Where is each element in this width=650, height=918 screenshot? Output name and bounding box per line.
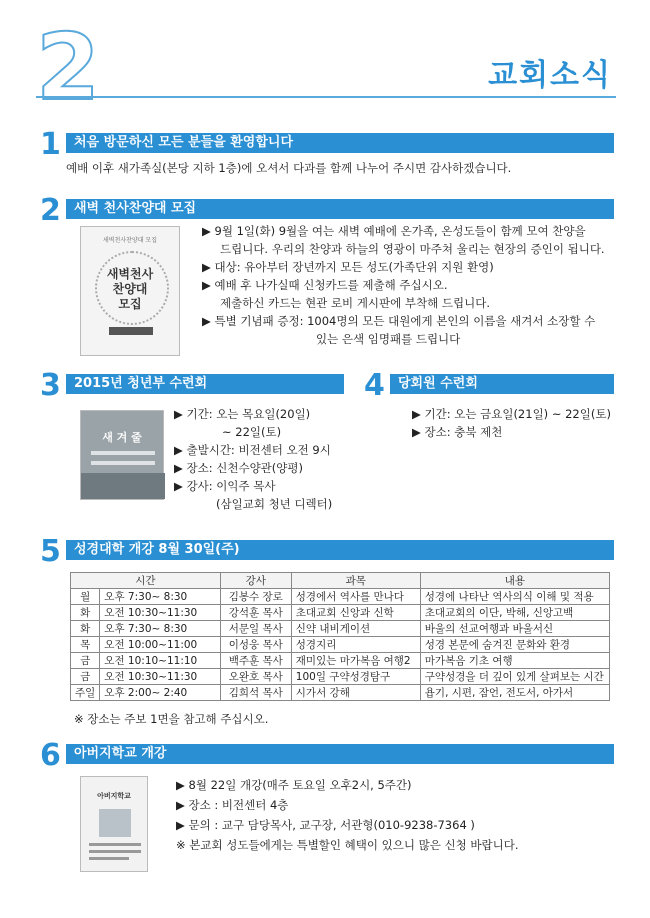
section-3-line: (삼일교회 청년 디렉터) [216, 497, 333, 511]
section-3-number: 3 [40, 368, 61, 403]
cell-lecturer: 김희석 목사 [220, 685, 291, 701]
section-2-line: 제출하신 카드는 현관 로비 게시판에 부착해 드립니다. [220, 296, 490, 310]
schedule-note: ※ 장소는 주보 1면을 참고해 주십시오. [74, 712, 269, 726]
section-4-line: ▶ 장소: 충북 제천 [412, 425, 503, 439]
choir-poster [80, 226, 180, 356]
youth-poster-title: 새 겨 줄 [102, 431, 142, 444]
header-lecturer: 강사 [220, 573, 291, 589]
section-6-line: ▶ 장소 : 비전센터 4층 [176, 798, 289, 812]
header-subject: 과목 [291, 573, 420, 589]
father-poster-title: 아버지학교 [97, 792, 131, 800]
cell-day: 금 [71, 653, 100, 669]
table-row [71, 653, 610, 669]
cell-time: 오전 10:30~11:30 [100, 669, 220, 685]
section-page-number: 2 [36, 14, 101, 121]
choir-poster-line1: 새벽천사 [106, 267, 154, 281]
choir-poster-line2: 찬양대 [112, 282, 148, 296]
section-4-number: 4 [364, 368, 385, 403]
cell-time: 오후 2:00~ 2:40 [100, 685, 220, 701]
section-1-number: 1 [40, 127, 61, 162]
section-4-title: 당회원 수련회 [390, 374, 614, 394]
section-5-title: 성경대학 개강 8월 30일(주) [66, 540, 614, 560]
choir-poster-line3: 모집 [118, 297, 142, 311]
section-5-number: 5 [40, 534, 61, 569]
section-4-line: ▶ 기간: 오는 금요일(21일) ~ 22일(토) [412, 407, 611, 421]
section-2-line: ▶ 특별 기념패 증정: 1004명의 모든 대원에게 본인의 이름을 새겨서 소장할 수 [202, 314, 596, 328]
cell-day: 화 [71, 621, 100, 637]
cell-lecturer: 이성웅 목사 [220, 637, 291, 653]
cell-lecturer: 강석훈 목사 [220, 605, 291, 621]
page-title: 교회소식 [488, 58, 612, 93]
section-3-line: ▶ 장소: 신천수양관(양평) [174, 461, 303, 475]
section-3-line: ▶ 강사: 이익주 목사 [174, 479, 276, 493]
table-row [71, 637, 610, 653]
cell-lecturer: 김봉수 장로 [220, 589, 291, 605]
cell-day: 목 [71, 637, 100, 653]
cell-content: 성경에 나타난 역사의식 이해 및 적용 [420, 589, 609, 605]
section-3-line: ~ 22일(토) [222, 425, 282, 439]
section-3-line: ▶ 기간: 오는 목요일(20일) [174, 407, 311, 421]
section-2-line: ▶ 9월 1일(화) 9월을 여는 새벽 예배에 온가족, 온성도들이 함께 모여 찬양을 [202, 224, 586, 238]
section-2-number: 2 [40, 193, 61, 228]
choir-poster-top: 새벽천사찬양대 모집 [102, 237, 158, 244]
cell-day: 월 [71, 589, 100, 605]
youth-retreat-poster [80, 410, 164, 500]
cell-subject: 성경지리 [291, 637, 420, 653]
cell-time: 오전 10:10~11:10 [100, 653, 220, 669]
cell-day: 금 [71, 669, 100, 685]
cell-time: 오후 7:30~ 8:30 [100, 621, 220, 637]
table-row [71, 621, 610, 637]
bible-college-schedule [70, 572, 610, 701]
cell-content: 바울의 선교여행과 바울서신 [420, 621, 609, 637]
section-6-line: ▶ 8월 22일 개강(매주 토요일 오후2시, 5주간) [176, 778, 412, 792]
section-1-title: 처음 방문하신 모든 분들을 환영합니다 [66, 133, 614, 153]
section-3-line: ▶ 출발시간: 비전센터 오전 9시 [174, 443, 331, 457]
cell-subject: 시가서 강해 [291, 685, 420, 701]
section-2-line: 있는 은색 임명패를 드립니다 [316, 332, 461, 346]
section-6-line: ▶ 문의 : 교구 담당목사, 교구장, 서관형(010-9238-7364 ) [176, 818, 475, 832]
section-6-number: 6 [40, 738, 61, 773]
father-school-poster [80, 776, 148, 872]
section-2-title: 새벽 천사찬양대 모집 [66, 199, 614, 219]
header-time: 시간 [71, 573, 221, 589]
cell-content: 초대교회의 이단, 박해, 신앙고백 [420, 605, 609, 621]
cell-day: 화 [71, 605, 100, 621]
cell-subject: 재미있는 마가복음 여행2 [291, 653, 420, 669]
cell-content: 성경 본문에 숨겨진 문화와 환경 [420, 637, 609, 653]
section-3-title: 2015년 청년부 수련회 [66, 374, 344, 394]
cell-time: 오전 10:30~11:30 [100, 605, 220, 621]
title-divider [36, 96, 616, 98]
cell-time: 오후 7:30~ 8:30 [100, 589, 220, 605]
cell-content: 구약성경을 더 깊이 있게 살펴보는 시간 [420, 669, 609, 685]
cell-time: 오전 10:00~11:00 [100, 637, 220, 653]
section-2-line: ▶ 예배 후 나가실때 신청카드를 제출해 주십시오. [202, 278, 448, 292]
cell-subject: 초대교회 신앙과 신학 [291, 605, 420, 621]
cell-lecturer: 서문일 목사 [220, 621, 291, 637]
table-row [71, 605, 610, 621]
table-row [71, 669, 610, 685]
cell-day: 주일 [71, 685, 100, 701]
table-row [71, 589, 610, 605]
section-1-body: 예배 이후 새가족실(본당 지하 1층)에 오셔서 다과를 함께 나누어 주시면 감사하겠습니다. [66, 161, 512, 175]
cell-content: 마가복음 기초 여행 [420, 653, 609, 669]
section-6-line: ※ 본교회 성도들에게는 특별할인 혜택이 있으니 많은 신청 바랍니다. [176, 838, 519, 852]
section-6-title: 아버지학교 개강 [66, 744, 614, 764]
cell-content: 욥기, 시편, 잠언, 전도서, 아가서 [420, 685, 609, 701]
section-2-line: ▶ 대상: 유아부터 장년까지 모든 성도(가족단위 지원 환영) [202, 260, 494, 274]
header-content: 내용 [420, 573, 609, 589]
table-row [71, 685, 610, 701]
cell-lecturer: 백주훈 목사 [220, 653, 291, 669]
cell-subject: 신약 내비게이션 [291, 621, 420, 637]
cell-lecturer: 오완호 목사 [220, 669, 291, 685]
section-2-line: 드립니다. 우리의 찬양과 하늘의 영광이 마주쳐 울리는 현장의 증인이 됩니다. [220, 242, 605, 256]
cell-subject: 100일 구약성경탐구 [291, 669, 420, 685]
cell-subject: 성경에서 역사를 만나다 [291, 589, 420, 605]
